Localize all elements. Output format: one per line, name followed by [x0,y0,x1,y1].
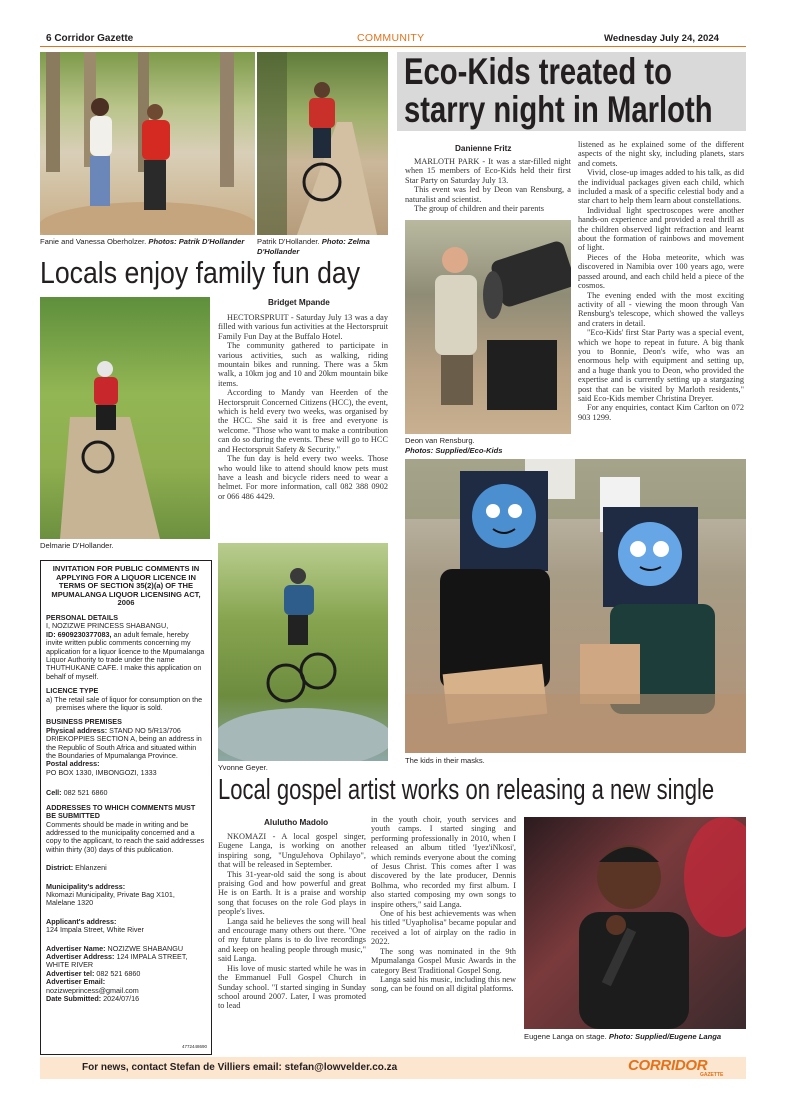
header-rule [40,46,746,47]
article-gospel-col1: NKOMAZI - A local gospel singer, Eugene Langa, is working on another inspiring song, "UnguJehova Ophilayo", that will be released in September. This 31-year-old said the song is about praising God and how powerful and great He is on Earth. It is a praise and worship song that focuses on the role God plays in people's lives. Langa said he believes the song will heal and encourage many others out there. "One of my future plans is to do live recordings and keep on healing people through music," said Langa. His love of music started while he was in the Emmanuel Full Gospel Church in Sunday school. "I started singing in Sunday school around 2007. Later, I was promoted to lead [218,832,366,1011]
notice-applicant-head: Applicant's address: [46,916,117,926]
notice-comments-body: Comments should be made in writing and be addressed to the municipality concerned and a copy to the applicant, to reach the said addresses within thirty (30) days of this publication. [46,819,205,854]
footer-bar [40,1057,746,1079]
caption-yvonne: Yvonne Geyer. [218,763,268,772]
byline-family-day: Bridget Mpande [268,298,330,307]
notice-municipality-head: Municipality's address: [46,881,126,891]
notice-postal: Postal address: PO BOX 1330, IMBONGOZI, 1333 [46,759,157,777]
footer-contact: For news, contact Stefan de Villiers email: stefan@lowvelder.co.za [82,1062,398,1073]
corridor-logo-sub: GAZETTE [700,1072,724,1078]
notice-district: District: Ehlanzeni [46,863,107,873]
notice-licence-body: a) The retail sale of liquor for consumption on the premises where the liquor is sold. [46,694,203,713]
page-number: 6 Corridor Gazette [46,33,134,44]
photo-cyclist-patrik [257,52,388,235]
notice-municipality-body: Nkomazi Municipality, Private Bag X101, Malelane 1320 [46,889,175,908]
corridor-logo: CORRIDOR [628,1057,708,1074]
caption-oberholzer: Fanie and Vanessa Oberholzer. Photos: Patrik D'Hollander [40,237,245,246]
caption-eugene: Eugene Langa on stage. Photo: Supplied/Eugene Langa [524,1032,722,1041]
photo-delmarie [40,297,210,539]
byline-eco-kids: Danienne Fritz [455,144,512,153]
article-eco-kids-col2: listened as he explained some of the different aspects of the night sky, including planets, stars and comets. Vivid, close-up images added to his talk, as did the individual packages given each child, which included a mask of a specific celestial body and a star chart to help them learn about constellations. Individual light spectroscopes were another hands-on experience and provided a real thrill as the children observed light refraction and learnt about the formation of rainbows and movement of light. Pieces of the Hoba meteorite, which was discovered in Namibia over 100 years ago, were passed around, and each child held a piece of the cosmos. The evening ended with the most exciting activity of all - viewing the moon through Van Rensburg's telescope, which showed the valleys and craters in detail. "Eco-Kids' first Star Party was a special event, which we hope to repeat in future. A big thank you to Bonnie, Deon's wife, who was an enormous help with equipment and setting up, and a huge thank you to Deon, who provided the expertise and is currently setting up a stargazing post that can be visited by Marloth residents," said Eco-Kids member Christina Dreyer. For any enquiries, contact Kim Carlton on 072 903 1299. [578,140,744,422]
headline-eco-kids-line1: Eco-Kids treated to [404,51,672,92]
notice-cell: Cell: 082 521 6860 [46,788,108,798]
issue-date: Wednesday July 24, 2024 [604,33,720,44]
byline-gospel: Alulutho Madolo [264,818,329,827]
notice-comments-head: ADDRESSES TO WHICH COMMENTS MUST BE SUBMITTED [46,802,196,821]
article-eco-kids-col1: MARLOTH PARK - It was a star-filled night when 15 members of Eco-Kids held their first Star Party on Saturday July 13. This event was led by Deon van Rensburg, a naturalist and scientist. The group of children and their parents [405,157,571,214]
photo-eugene-langa [524,817,746,1029]
notice-licence-head: LICENCE TYPE [46,686,99,696]
section-label: COMMUNITY [357,32,425,44]
photo-yvonne [218,543,388,761]
headline-gospel-artist: Local gospel artist works on releasing a new single [218,774,715,806]
caption-delmarie: Delmarie D'Hollander. [40,541,114,550]
notice-physical: Physical address: STAND NO 5/R13/706 DRIEKOPPIES SECTION A, being an address in the Republic of South Africa and situated within the Boundaries of Mpumalanga Province. [46,725,202,761]
liquor-licence-notice [40,560,212,1055]
notice-applicant-body: 124 Impala Street, White River [46,925,144,935]
headline-family-fun-day: Locals enjoy family fun day [40,255,361,290]
caption-patrik: Patrik D'Hollander. Photo: Zelma D'Hollander [257,237,370,256]
article-family-day-body: HECTORSPRUIT - Saturday July 13 was a day filled with various fun activities at the Hectorspruit Family Fun Day at the Buffalo Hotel. The community gathered to participate in various activities, such as walking, riding mountain bikes and running. There was a 5km walk, a 10km jog and 10 and 20km mountain bike items. According to Mandy van Heerden of the Hectorspruit Concerned Citizens (HCC), the event, which is held every two weeks, was organised by the HCC. She said it is free and everyone is welcome. "Those who want to make a contribution can do so during the events. These will go to HCC and Hectorspruit Safety & Security." The fun day is held every two weeks. Those who would like to attend should know pets must have a leash and bicycle riders need to wear a helmet. For more information, call 082 388 0902 or 066 486 4429. [218,313,388,501]
headline-eco-kids-line2: starry night in Marloth [404,89,713,130]
notice-title: INVITATION FOR PUBLIC COMMENTS IN APPLYING FOR A LIQUOR LICENCE IN TERMS OF SECTION 35(2)(a) OF THE MPUMALANGA LIQUOR LICENSING ACT, 2006 [51,564,201,608]
notice-advertiser: Advertiser Name: NOZIZWE SHABANGU Advertiser Address: 124 IMPALA STREET, WHITE RIVER Advertiser tel: 082 521 6860 Advertiser Email: nozizweprincess@gmail.com Date Submitted: 2024/07/16 [46,943,188,1003]
photo-kids-masks [405,459,746,753]
caption-deon: Deon van Rensburg. Photos: Supplied/Eco-Kids [405,436,503,455]
notice-ref: 4772448690 [181,1043,207,1049]
photo-oberholzer-walk [40,52,255,235]
article-gospel-col2: in the youth choir, youth services and youth camps. I started singing and performing professionally in 2010, when I released an album titled 'Iyez'iNkosi', which reminds everyone about the coming of Jesus Christ. This comes after I was discovered by the late producer, Dennis Bolhma, who recorded my first album. I also started composing my own songs to inspire others," said Langa. One of his best achievements was when his titled "Uyapholisa" became popular and received a lot of airplay on the radio in 2022. The song was nominated in the 9th Mpumalanga Gospel Music Awards in the category Best Traditional Gospel Song. Langa said his music, including this new song, can be found on all digital platforms. [371,815,516,994]
notice-personal-body: I, NOZIZWE PRINCESS SHABANGU, ID: 6909230377083, an adult female, hereby invite written public comments concerning my application for a liquor licence to the Mpumalanga Liquor Authority to trade under the name THUTHUKANE CAFE. I make this application on behalf of myself. [46,621,205,681]
photo-deon-telescope [405,220,571,434]
notice-personal-head: PERSONAL DETAILS [46,612,119,622]
notice-business-head: BUSINESS PREMISES [46,717,122,727]
caption-kids-masks: The kids in their masks. [405,756,485,765]
